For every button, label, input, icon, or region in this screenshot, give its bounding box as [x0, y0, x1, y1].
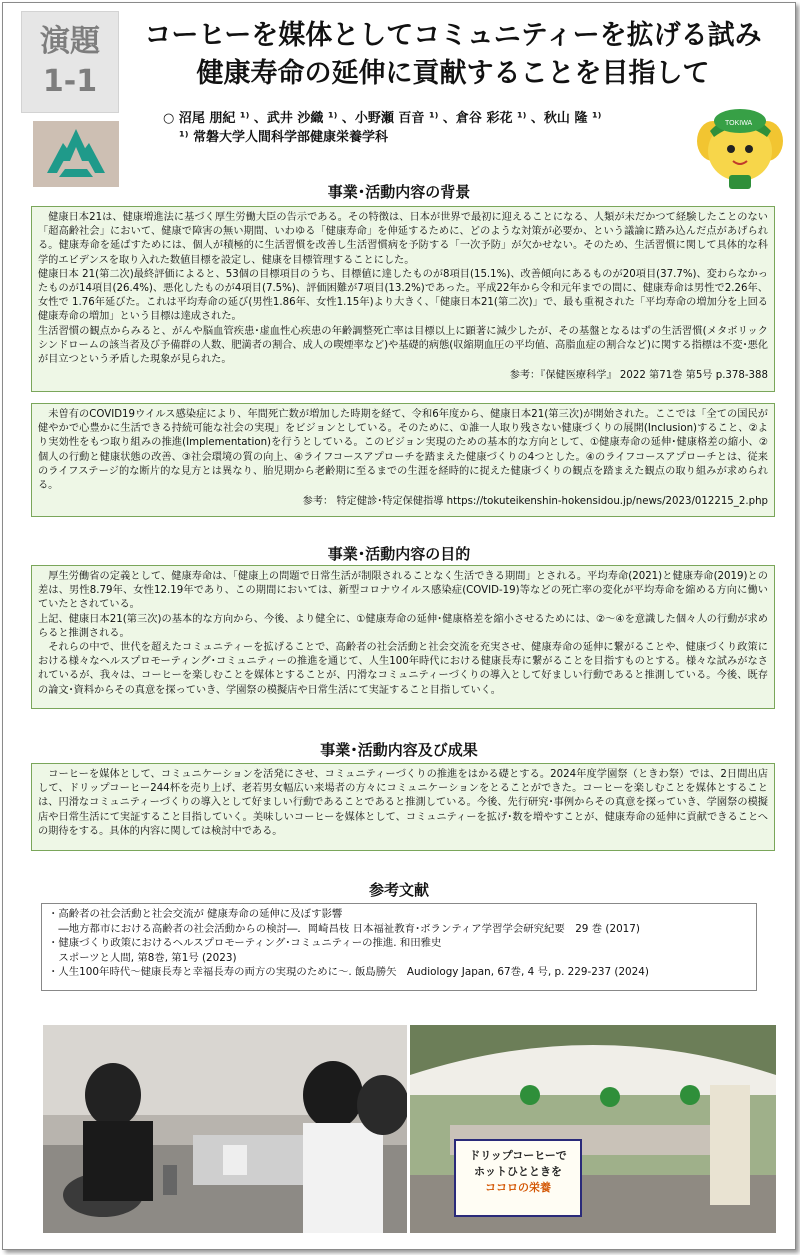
- purpose-paragraph-3: それらの中で、世代を超えたコミュニティーを拡げることで、高齢者の社会活動と社会交流を充実させ、健康寿命の延伸に繋がることや、健康づくり政策における様々なヘルスプロモーティング･コミュニティーの推進を通じて、人生100年時代における健康長寿に繋がることを目指すものとする。様々な試みがなされているが、我々は、コーヒーを楽しむことを媒体とすることが、円滑なコミュニティーづくりの導入として好ましい行動であると推測している。今後、既存の論文･資料からその真意を探っていき、学園祭の模擬店や日常生活にて実証すること目指していく。: [38, 642, 768, 696]
- reference-item: スポーツと人間, 第8巻, 第1号 (2023): [48, 951, 237, 964]
- author-list: ○ 沼尾 朋紀 ¹⁾ 、武井 沙織 ¹⁾ 、小野瀬 百音 ¹⁾ 、倉谷 彩花 ¹⁾ 、秋山 隆 ¹⁾: [163, 111, 602, 126]
- banner-line-3: ココロの栄養: [485, 1181, 551, 1194]
- section-title-background: 事業･活動内容の背景: [327, 183, 471, 201]
- results-box: [31, 763, 775, 851]
- title-line-1: コーヒーを媒体としてコミュニティーを拡げる試み: [144, 20, 762, 51]
- purpose-box: [31, 565, 775, 709]
- photo-coffee-brewing: [43, 1025, 407, 1233]
- booth-banner: [454, 1139, 582, 1217]
- reference-item: ・人生100年時代～健康長寿と幸福長寿の両方の実現のために～. 飯島勝矢 Audiology Japan, 67巻, 4 号, p. 229-237 (2024): [48, 966, 649, 979]
- purpose-paragraph-2: 上記、健康日本21(第三次)の基本的な方向から、今後、より健全に、①健康寿命の延伸･健康格差を縮小させるためには、②～④を意識した個々人の行動が求めらると推測される。: [38, 613, 768, 639]
- background-paragraph-4: 未曽有のCOVID19ウイルス感染症により、年間死亡数が増加した時期を経て、令和6年度から、健康日本21(第三次)が開始された。ここでは「全ての国民が健やかで心豊かに生活できる持続可能な社会の実現」をビジョンとしている。そのために、①誰一人取り残さない健康づくりの展開(Inclusion)すること、②より実効性をもつ取り組みの推進(Implementation)を行うとしている。このビジョン実現のための基本的な方向として、①健康寿命の延伸･健康格差の縮小、②個人の行動と健康状態の改善、③社会環境の質の向上、④ライフコースアプローチを踏まえた健康づくりの4つとした。④のライフコースアプローチとは、従来のライフステージ的な断片的な見方とは異なり、胎児期から老齢期に至るまでの生涯を経時的に捉えた健康づくりの観点を踏まえた観点の取り組みが求められる。: [38, 409, 768, 492]
- reference-item: ―地方都市における高齢者の社会活動からの検討―．岡崎昌枝 日本福祉教育･ボランティア学習学会研究紀要 29 巻 (2017): [48, 922, 640, 935]
- results-paragraph: コーヒーを媒体として、コミュニケーションを活発にさせ、コミュニティーづくりの推進をはかる礎とする。2024年度学園祭（ときわ祭）では、2日間出店して、ドリップコーヒー244杯を売り上げ、老若男女幅広い来場者の方々にコミュニケーションをとることができた。コーヒーを楽しむことを媒体とすることは、円滑なコミュニティーづくりの導入として好ましい行動であることであると推測している。今後、先行研究･事例からその真意を探っていき、学園祭の模擬店や日常生活にて実証すること目指していく。美味しいコーヒーを媒体として、コミュニティーを拡げ･数を増やすことが、健康寿命の延伸に貢献できることへの期待をする。具体的内容に関しては検討中である。: [38, 769, 768, 837]
- university-logo-icon: [33, 121, 119, 187]
- title-line-2: 健康寿命の延伸に貢献することを目指して: [196, 58, 710, 89]
- background-reference-2: 参考： 特定健診･特定保健指導 https://tokuteikenshin-hokensidou.jp/news/2023/012215_2.php: [302, 496, 768, 508]
- background-paragraph-3: 生活習慣の観点からみると、がんや脳血管疾患･虚血性心疾患の年齢調整死亡率は目標以上に顕著に減少したが、その基盤となるはずの生活習慣(メタボリックシンドロームの該当者及び予備群の人数、肥満者の割合、成人の喫煙率など)や基礎的病態(収縮期血圧の平均値、高脂血症の割合など)に関する指標は不変･悪化が目立つという矛盾した現象が見られた。: [38, 325, 768, 366]
- mascot-cap-text: TOKIWA: [725, 120, 753, 127]
- background-paragraph-2: 健康日本 21(第二次)最終評価によると、53個の目標項目のうち、目標値に達したものが8項目(15.1%)、改善傾向にあるものが20項目(37.7%)、変わらなかったものが14項目(26.4%)、悪化したものが4項目(7.5%)、評価困難が7項目(13.2%)であった。平成22年から令和元年までの間に、健康寿命は男性で2.26年、女性で 1.76年延びた。これは平均寿命の延び(男性1.86年、女性1.15年)より大きく、「健康日本21(第二次)」で、最も重視された「平均寿命の増加分を上回る健康寿命の増加」という目標は達成された。: [38, 268, 768, 323]
- background-box-1: [31, 206, 775, 392]
- background-paragraph-1: 健康日本21は、健康増進法に基づく厚生労働大臣の告示である。その特徴は、日本が世界で最初に迎えることになる、人類が未だかつて経験したことのない「超高齢社会」において、健康で障害の無い期間、いわゆる「健康寿命」を伸延するために、どのような対策が必要か、という議論に踏み込んだ点があげられる。健康寿命を延ばすためには、個人が積極的に生活習慣を改善し生活習慣病を予防する「一次予防」が欠かせない。そのため、生活習慣に関して具体的な科学的エビデンスを取り入れた数値目標を設定し、健康を目標管理することにした。: [38, 212, 768, 266]
- banner-line-1: ドリップコーヒーで: [469, 1149, 567, 1162]
- references-box: [41, 903, 757, 991]
- poster-title: [123, 17, 783, 93]
- badge-number: 1-1: [42, 64, 98, 99]
- background-box-2: [31, 403, 775, 517]
- presentation-number-badge: [21, 11, 119, 113]
- background-reference-1: 参考：『保健医療科学』 2022 第71巻 第5号 p.378-388: [509, 370, 768, 382]
- badge-label: 演題: [40, 24, 100, 59]
- mascot-character-icon: [691, 101, 787, 193]
- affiliation: ¹⁾ 常磐大学人間科学部健康栄養学科: [179, 130, 388, 145]
- reference-item: ・健康づくり政策におけるヘルスプロモーティング･コミュニティーの推進. 和田雅史: [48, 937, 442, 950]
- reference-item: ・高齢者の社会活動と社会交流が 健康寿命の延伸に及ぼす影響: [48, 908, 343, 920]
- authors-block: [163, 109, 683, 147]
- section-title-results: 事業･活動内容及び成果: [320, 741, 478, 759]
- banner-line-2: ホットひとときを: [474, 1165, 562, 1178]
- poster: [2, 2, 796, 1250]
- section-title-references: 参考文献: [368, 881, 429, 899]
- photo-festival-booth: [410, 1025, 776, 1233]
- purpose-paragraph-1: 厚生労働省の定義として、健康寿命は、「健康上の問題で日常生活が制限されることなく生活できる期間」とされる。平均寿命(2021)と健康寿命(2019)との差は、男性8.79年、女性12.19年であり、この期間においては、新型コロナウイルス感染症(COVID-19)等などの死亡率の変化が平均寿命を縮める方向に働いていたとされている。: [38, 571, 768, 611]
- section-title-purpose: 事業･活動内容の目的: [327, 545, 471, 563]
